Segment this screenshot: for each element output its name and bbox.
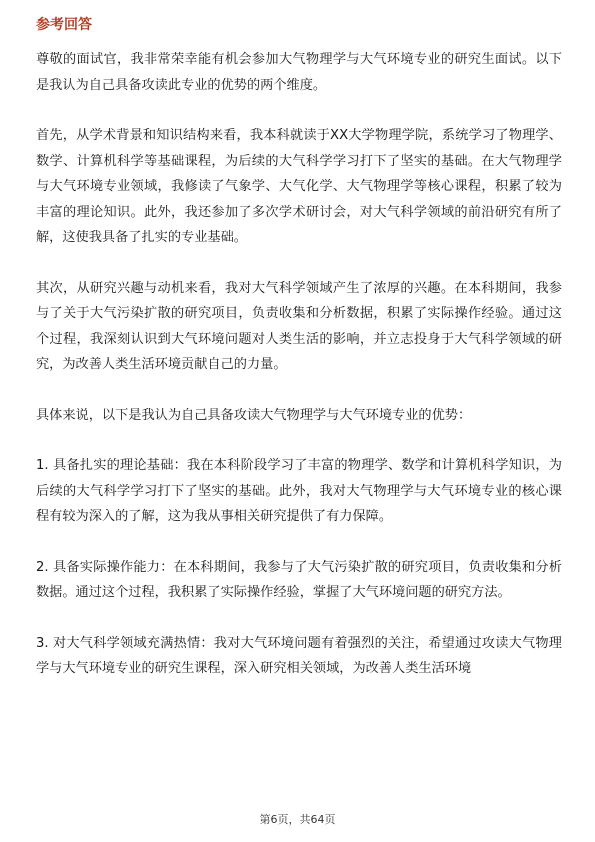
- paragraph-academic-background: 首先，从学术背景和知识结构来看，我本科就读于XX大学物理学院，系统学习了物理学、数学、计算机科学等基础课程，为后续的大气科学学习打下了坚实的基础。在大气物理学与大气环境专业领域，我修读了气象学、大气化学、大气物理学等核心课程，积累了较为丰富的理论知识。此外，我还参加了多次学术研讨会，对大气科学领域的前沿研究有所了解，这使我具备了扎实的专业基础。: [36, 128, 562, 245]
- paragraph-intro: 尊敬的面试官，我非常荣幸能有机会参加大气物理学与大气环境专业的研究生面试。以下是我认为自己具备攻读此专业的优势的两个维度。: [36, 52, 562, 93]
- paragraph-gap: [36, 606, 562, 631]
- paragraph-gap: [36, 98, 562, 123]
- paragraph-gap: [36, 530, 562, 555]
- page-number: 第6页，共64页: [259, 813, 336, 826]
- paragraph-gap: [36, 428, 562, 453]
- paragraph-research-interest: 其次，从研究兴趣与动机来看，我对大气科学领域产生了浓厚的兴趣。在本科期间，我参与了关于大气污染扩散的研究项目，负责收集和分析数据，积累了实际操作经验。通过这个过程，我深刻认识到大气环境问题对人类生活的影响，并立志投身于大气科学领域的研究，为改善人类生活环境贡献自己的力量。: [36, 280, 562, 372]
- list-item-practice: 2. 具备实际操作能力：在本科期间，我参与了大气污染扩散的研究项目，负责收集和分析数据。通过这个过程，我积累了实际操作经验，掌握了大气环境问题的研究方法。: [36, 559, 562, 600]
- section-heading: 参考回答: [36, 17, 92, 33]
- answer-body: [36, 47, 562, 682]
- paragraph-gap: [36, 251, 562, 276]
- list-item-passion: 3. 对大气科学领域充满热情：我对大气环境问题有着强烈的关注，希望通过攻读大气物理学与大气环境专业的研究生课程，深入研究相关领域，为改善人类生活环境: [36, 635, 562, 676]
- paragraph-gap: [36, 378, 562, 403]
- paragraph-advantages-intro: 具体来说，以下是我认为自己具备攻读大气物理学与大气环境专业的优势：: [36, 407, 472, 423]
- list-item-theory: 1. 具备扎实的理论基础：我在本科阶段学习了丰富的物理学、数学和计算机科学知识，为后续的大气科学学习打下了坚实的基础。此外，我对大气物理学与大气环境专业的核心课程有较为深入的了解，这为我从事相关研究提供了有力保障。: [36, 458, 562, 524]
